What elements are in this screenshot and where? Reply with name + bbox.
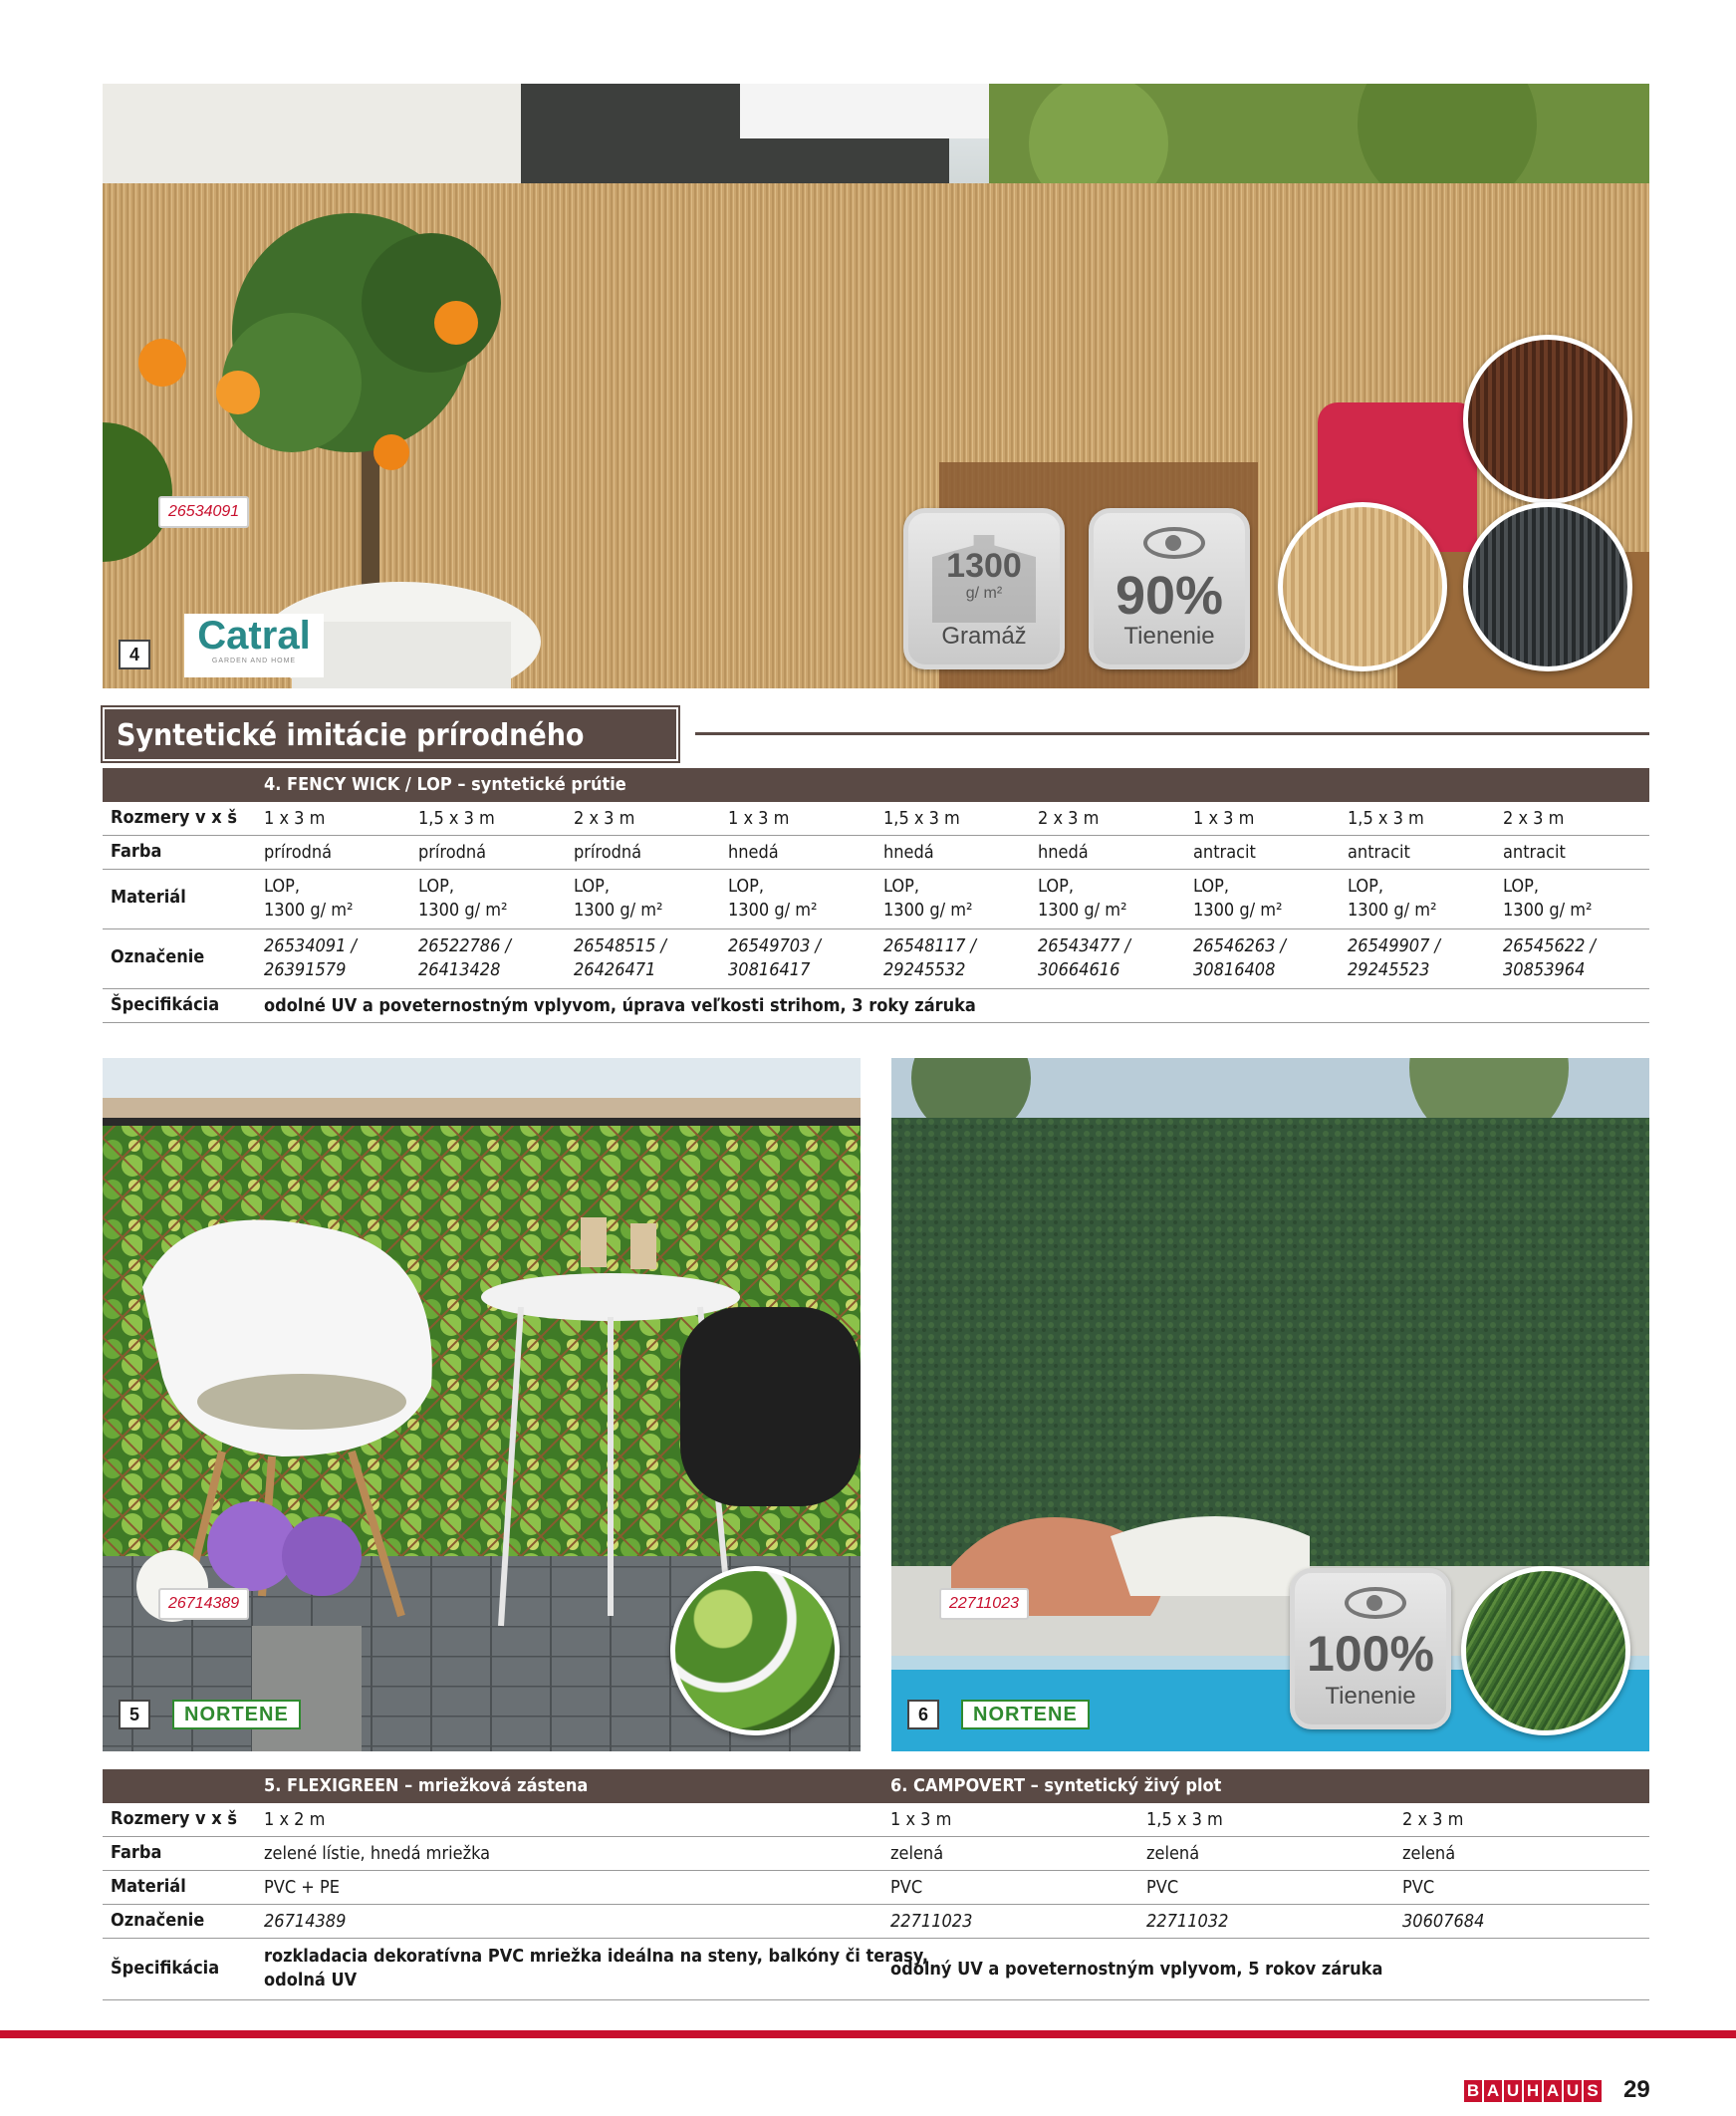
spec-text: odolné UV a poveternostným vplyvom, úprava veľkosti strihom, 3 roky záruka — [264, 995, 976, 1016]
artificial-hedge-swatch — [1461, 1566, 1630, 1735]
shade-caption: Tienenie — [1325, 1683, 1416, 1710]
table-cell — [883, 934, 976, 982]
row-label: Špecifikácia — [111, 1958, 220, 1979]
code-line: 30664616 — [1038, 959, 1120, 980]
table-cell — [574, 875, 663, 923]
code-line: 26548117 / — [883, 935, 977, 956]
product4-photo — [103, 84, 1649, 688]
table-cell: PVC + PE — [264, 1877, 340, 1898]
shade-caption: Tienenie — [1123, 623, 1215, 650]
nortene-logo: NORTENE — [961, 1700, 1090, 1729]
material-line: 1300 g/ m² — [883, 900, 973, 921]
catral-logo-text: Catral — [197, 614, 311, 658]
table-cell — [1503, 875, 1593, 923]
weight-unit: g/ m² — [965, 585, 1003, 602]
brown-swatch — [1463, 335, 1632, 504]
table-cell: prírodná — [418, 842, 487, 863]
page-number: 29 — [1623, 2076, 1650, 2103]
table-cell: antracit — [1193, 842, 1256, 863]
table-cell — [1193, 875, 1283, 923]
logo-letter: A — [1484, 2080, 1502, 2102]
table-cell: zelená — [1402, 1843, 1456, 1864]
table-cell: 30607684 — [1402, 1911, 1485, 1932]
material-line: LOP, — [883, 876, 920, 897]
table-cell: 1 x 3 m — [1193, 808, 1255, 829]
leaf-trellis-swatch — [670, 1566, 840, 1735]
material-line: 1300 g/ m² — [1348, 900, 1437, 921]
shade-icon — [1290, 1568, 1451, 1729]
material-line: LOP, — [1038, 876, 1075, 897]
row-label: Materiál — [111, 887, 186, 908]
code-line: 26549907 / — [1348, 935, 1441, 956]
product5-photo — [103, 1058, 861, 1751]
table-cell: 1,5 x 3 m — [1348, 808, 1424, 829]
table-cell — [574, 934, 666, 982]
bauhaus-logo — [1464, 2080, 1602, 2102]
table-cell: 22711032 — [1146, 1911, 1229, 1932]
table-cell — [1348, 934, 1440, 982]
table-row-code — [103, 1905, 1649, 1939]
table-cell: 1,5 x 3 m — [883, 808, 960, 829]
table-header-title: 5. FLEXIGREEN – mriežková zástena — [264, 1775, 589, 1796]
code-line: 26534091 / — [264, 935, 358, 956]
table-cell: 1,5 x 3 m — [1146, 1809, 1223, 1830]
table-cell — [264, 934, 357, 982]
row-label: Označenie — [111, 1910, 205, 1931]
row-label: Farba — [111, 841, 162, 862]
code-line: 26549703 / — [728, 935, 822, 956]
product-number-badge: 4 — [119, 640, 150, 669]
shade-icon — [1089, 508, 1250, 669]
material-line: 1300 g/ m² — [574, 900, 663, 921]
table-cell: hnedá — [883, 842, 934, 863]
table-row-material — [103, 870, 1649, 929]
spec-text: odolný UV a poveternostným vplyvom, 5 rokov záruka — [890, 1959, 1383, 1980]
table-row-color — [103, 1837, 1649, 1871]
table-cell — [1193, 934, 1286, 982]
table-row-code — [103, 929, 1649, 989]
code-line: 26548515 / — [574, 935, 667, 956]
material-line: 1300 g/ m² — [1503, 900, 1593, 921]
code-line: 26391579 — [264, 959, 347, 980]
code-line: 26426471 — [574, 959, 656, 980]
table-cell — [264, 875, 354, 923]
table-cell: PVC — [1146, 1877, 1179, 1898]
material-line: 1300 g/ m² — [264, 900, 354, 921]
eye-icon — [1345, 1587, 1406, 1619]
table-header-title: 6. CAMPOVERT – syntetický živý plot — [890, 1775, 1222, 1796]
table-cell: 1 x 2 m — [264, 1809, 326, 1830]
material-line: LOP, — [1348, 876, 1384, 897]
material-line: 1300 g/ m² — [728, 900, 818, 921]
table-cell — [728, 934, 821, 982]
table-cell: antracit — [1348, 842, 1410, 863]
row-label: Farba — [111, 1842, 162, 1863]
section-heading: Syntetické imitácie prírodného — [103, 707, 678, 761]
material-line: LOP, — [1503, 876, 1540, 897]
table-cell: 2 x 3 m — [1038, 808, 1100, 829]
table-header-title: 4. FENCY WICK / LOP – syntetické prútie — [264, 774, 626, 795]
material-line: LOP, — [728, 876, 765, 897]
table-cell: 2 x 3 m — [1503, 808, 1565, 829]
material-line: 1300 g/ m² — [1193, 900, 1283, 921]
table-cell: PVC — [890, 1877, 923, 1898]
table-cell: prírodná — [264, 842, 333, 863]
material-line: 1300 g/ m² — [418, 900, 508, 921]
table-cell — [418, 934, 511, 982]
table-cell: 1,5 x 3 m — [418, 808, 495, 829]
sku-badge: 26714389 — [158, 1588, 249, 1620]
spec-line: rozkladacia dekoratívna PVC mriežka ideálna na steny, balkóny či terasy, — [264, 1946, 929, 1967]
anthracite-swatch — [1463, 502, 1632, 671]
material-line: LOP, — [1193, 876, 1230, 897]
table-cell: antracit — [1503, 842, 1566, 863]
table-cell — [1038, 934, 1130, 982]
table-row-material — [103, 1871, 1649, 1905]
logo-letter: H — [1524, 2080, 1542, 2102]
table-cell: 26714389 — [264, 1911, 347, 1932]
heading-rule — [695, 732, 1649, 735]
table-cell: hnedá — [728, 842, 779, 863]
logo-letter: U — [1504, 2080, 1522, 2102]
product-number-badge: 6 — [907, 1700, 939, 1729]
logo-letter: A — [1544, 2080, 1562, 2102]
natural-swatch — [1278, 502, 1447, 671]
table-cell: zelené lístie, hnedá mriežka — [264, 1843, 491, 1864]
code-line: 29245532 — [883, 959, 966, 980]
table-cell: 2 x 3 m — [574, 808, 635, 829]
nortene-logo: NORTENE — [172, 1700, 301, 1729]
logo-letter: S — [1584, 2080, 1602, 2102]
weight-icon — [903, 508, 1065, 669]
logo-letter: B — [1464, 2080, 1482, 2102]
table-cell — [1038, 875, 1127, 923]
table-cell: 22711023 — [890, 1911, 973, 1932]
sku-badge: 26534091 — [158, 496, 249, 528]
table-row-size — [103, 1803, 1649, 1837]
table-row-spec — [103, 989, 1649, 1023]
material-line: LOP, — [418, 876, 455, 897]
table-cell: 2 x 3 m — [1402, 1809, 1464, 1830]
row-label: Rozmery v x š — [111, 807, 237, 828]
table-row-color — [103, 836, 1649, 870]
code-line: 30816417 — [728, 959, 811, 980]
spec-text — [264, 1945, 928, 1992]
table-cell: prírodná — [574, 842, 642, 863]
row-label: Materiál — [111, 1876, 186, 1897]
product-number-badge: 5 — [119, 1700, 150, 1729]
table-cell: 1 x 3 m — [890, 1809, 952, 1830]
shade-value: 90% — [1115, 566, 1224, 626]
weight-caption: Gramáž — [941, 623, 1027, 650]
code-line: 26522786 / — [418, 935, 512, 956]
product6-photo — [891, 1058, 1649, 1751]
eye-icon — [1143, 527, 1205, 559]
code-line: 26546263 / — [1193, 935, 1287, 956]
table-cell — [1348, 875, 1437, 923]
table-cell — [1503, 934, 1596, 982]
spec-line: odolná UV — [264, 1970, 358, 1990]
table-row-size — [103, 802, 1649, 836]
table-cell: PVC — [1402, 1877, 1435, 1898]
code-line: 30816408 — [1193, 959, 1276, 980]
material-line: 1300 g/ m² — [1038, 900, 1127, 921]
catral-tagline: GARDEN AND HOME — [211, 658, 297, 664]
sku-badge: 22711023 — [939, 1588, 1029, 1620]
logo-letter: U — [1564, 2080, 1582, 2102]
shade-value: 100% — [1307, 1626, 1434, 1682]
table-cell: zelená — [890, 1843, 944, 1864]
table-cell: 1 x 3 m — [264, 808, 326, 829]
fency-wick-table — [103, 768, 1649, 1023]
row-label: Špecifikácia — [111, 994, 220, 1015]
table-cell: hnedá — [1038, 842, 1089, 863]
footer-bar — [0, 2030, 1736, 2038]
row-label: Označenie — [111, 946, 205, 967]
table-cell: zelená — [1146, 1843, 1200, 1864]
table-cell: 1 x 3 m — [728, 808, 790, 829]
weight-value: 1300 — [946, 547, 1022, 585]
code-line: 30853964 — [1503, 959, 1586, 980]
table-row-spec — [103, 1939, 1649, 2000]
code-line: 29245523 — [1348, 959, 1430, 980]
code-line: 26543477 / — [1038, 935, 1131, 956]
table-cell — [728, 875, 818, 923]
flexigreen-campovert-table — [103, 1769, 1649, 2000]
material-line: LOP, — [574, 876, 611, 897]
table-header — [103, 1769, 1649, 1803]
material-line: LOP, — [264, 876, 301, 897]
table-cell — [883, 875, 973, 923]
code-line: 26413428 — [418, 959, 501, 980]
table-header — [103, 768, 1649, 802]
catral-logo — [184, 614, 324, 677]
code-line: 26545622 / — [1503, 935, 1597, 956]
table-cell — [418, 875, 508, 923]
row-label: Rozmery v x š — [111, 1808, 237, 1829]
